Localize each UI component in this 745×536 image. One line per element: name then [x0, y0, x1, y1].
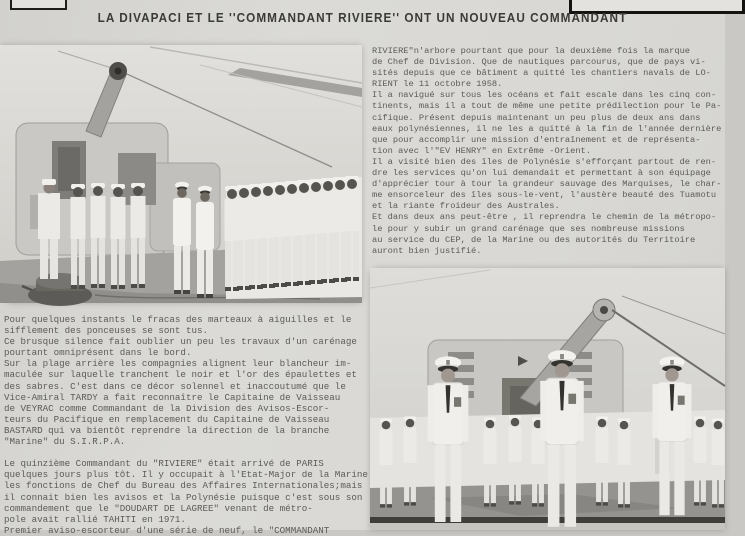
right-column-text — [372, 46, 725, 262]
text-line: sités depuis que ce bâtiment a quitté les chantiers navals de LO- — [372, 68, 711, 79]
text-line: cifique. Présent depuis maintenant un peu plus de deux ans dans — [372, 112, 701, 123]
deck — [370, 480, 725, 530]
text-line: il connait bien les avisos et la Polynésie puisque c'est sous son — [4, 491, 363, 503]
text-line: quelques jours plus tôt. Il y occupait à l'Etat-Major de la Marine — [4, 469, 368, 481]
photo-officers-ceremony-art — [370, 268, 725, 530]
photo-crew-inspection — [0, 45, 362, 303]
text-line: Pour quelques instants le fracas des marteaux à aiguilles et le — [4, 314, 352, 325]
text-line: commandement que le "DOUDART DE LAGREE" venant de métro- — [4, 502, 313, 514]
text-line: de Chef de Division. Que de nautiques parcourus, que de pays vi- — [372, 57, 706, 68]
text-line: "Marine" du S.I.R.P.A. — [4, 436, 126, 448]
text-line — [4, 447, 368, 458]
photo-officers-ceremony — [370, 268, 725, 530]
text-line: RIENT le 11 octobre 1958. — [372, 79, 503, 90]
sailors-row-right — [225, 176, 363, 299]
text-line: le pour y subir un grand carénage que ses nombreuse missions — [372, 223, 685, 234]
text-line: Vice-Amiral TARDY a fait reconnaître le Capitaine de Vaisseau — [4, 391, 341, 403]
text-line: Premier aviso-escorteur d'une série de neuf, le "COMMANDANT — [4, 524, 330, 536]
text-line: Et dans deux ans peut-être , il reprendra le chemin de la métropo- — [372, 212, 717, 223]
text-line: Sur la plage arrière les compagnies alignent leur blancheur im- — [4, 358, 352, 370]
text-line: tinents, mais il a tout de même une petite prédilection pour le Pa- — [372, 101, 722, 112]
text-line: pourtant omniprésent dans le bord. — [4, 347, 192, 359]
text-line: RIVIERE"n'arbore pourtant que pour la deuxième fois la marque — [372, 46, 691, 56]
text-line: Ce brusque silence fait oublier un peu les travaux d'un carénage — [4, 336, 357, 348]
text-line: de VEYRAC comme Commandant de la Division des Avisos-Escor- — [4, 402, 330, 414]
text-line: des sabres. C'est dans ce décor solennel et inaccoutumé que le — [4, 380, 346, 392]
text-line: sifflement des ponceuses se sont tus. — [4, 325, 208, 337]
text-line: Il a navigué sur tous les océans et fait escale dans les cinq con- — [372, 90, 717, 101]
text-line: et la riante froideur des Australes. — [372, 201, 560, 212]
text-line: maculée sur laquelle tranchent le noir et l'or des épaulettes et — [4, 369, 357, 381]
text-line: teurs du Pacifique en remplacement du Capitaine de Vaisseau — [4, 413, 330, 425]
text-line: me ensorceleur des îles sous-le-vent, l'austère beauté des Tuamotu — [372, 190, 717, 201]
corner-mark-left — [10, 0, 67, 10]
text-line: Le quinzième Commandant du "RIVIERE" était arrivé de PARIS — [4, 458, 324, 470]
text-line: eaux polynésiennes, il ne les a quitté à la fin de l'année dernière — [372, 123, 722, 134]
text-line: BASTARD qui va bientôt reprendre la direction de la branche — [4, 424, 330, 436]
page-title: LA DIVAPACI ET LE ''COMMANDANT RIVIERE'' ONT UN NOUVEAU COMMANDANT — [97, 11, 628, 25]
text-line: d'apprécier tour à tour la grandeur sauvage des Marquises, le char- — [372, 179, 722, 190]
left-column-text — [4, 314, 368, 536]
text-line: Il a visité bien des îles de Polynésie s'efforçant partout de ren- — [372, 156, 717, 167]
text-line: que pour accomplir une mission d'entraînement et de représenta- — [372, 134, 701, 145]
text-line: tion avec l'"EV HENRY" en Extrême -Orient. — [372, 145, 591, 156]
photo-crew-inspection-art — [0, 45, 362, 303]
text-line: auront bien justifié. — [372, 245, 482, 256]
text-line: dre les services qu'on lui demandait et permettant à son équipage — [372, 168, 711, 179]
text-line: les fonctions de Chef du Bureau des Affaires Internationales;mais — [4, 480, 363, 492]
text-line: au service du CEP, de la Marine ou des autorités du Territoire — [372, 234, 696, 245]
text-line: pole avait rallié TAHITI en 1971. — [4, 513, 186, 525]
